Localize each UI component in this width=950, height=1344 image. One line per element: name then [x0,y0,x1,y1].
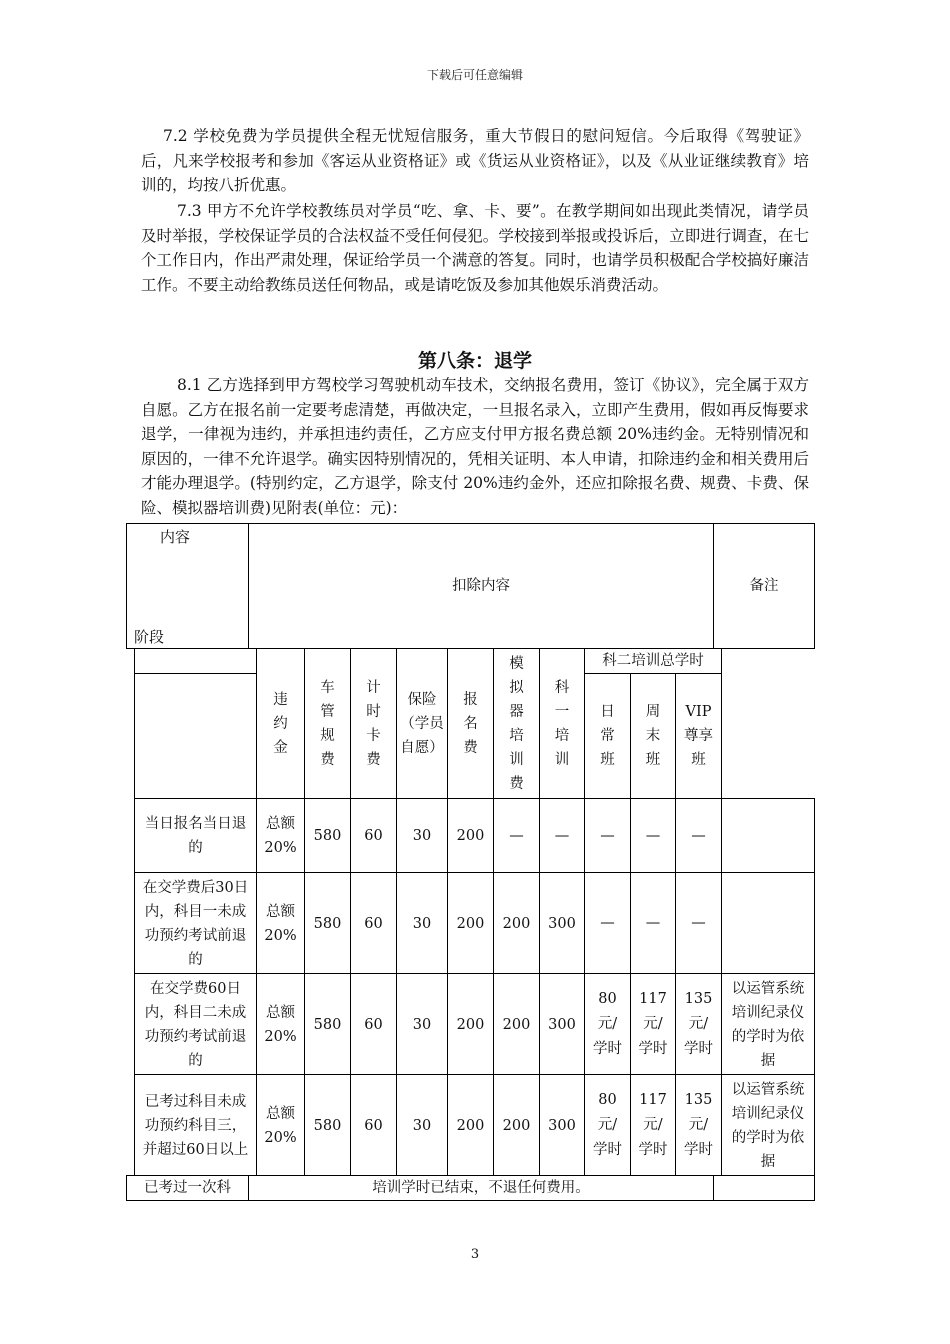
table-cell: 117元/学时 [630,1074,676,1177]
col-header: 计时卡费 [350,648,397,799]
col-header: 报名费 [447,648,494,799]
col-header: 违约金 [256,648,305,799]
table-cell: 总额20% [256,798,305,874]
table-cell: 200 [447,973,494,1076]
table-cell: 200 [447,1074,494,1177]
k2-col-header: VIP尊享班 [675,673,722,799]
table-cell: 580 [304,798,351,874]
table-cell: 60 [350,872,397,975]
row-stage-cell: 在交学费60日内，科目二未成功预约考试前退的 [134,973,257,1076]
table-cell: 135元/学时 [675,973,722,1076]
table-cell: 总额20% [256,1074,305,1177]
table-cell: 300 [539,1074,585,1177]
table-cell: 135元/学时 [675,1074,722,1177]
table-cell: — [584,872,631,975]
table-cell: 200 [493,973,540,1076]
section-heading: 第八条：退学 [417,350,532,372]
table-cell: 200 [447,798,494,874]
table-cell: 200 [493,872,540,975]
table-cell: 60 [350,1074,397,1177]
table-cell: — [493,798,540,874]
table-cell: 80元/学时 [584,1074,631,1177]
col-header: 车管规费 [304,648,351,799]
table-cell: 300 [539,973,585,1076]
paragraph-7-2: 7.2 学校免费为学员提供全程无忧短信服务，重大节假日的慰问短信。今后取得《驾驶证》后，凡来学校报考和参加《客运从业资格证》或《货运从业资格证》，以及《从业证继续教育》培训的，均按八折优惠。 [141,127,809,194]
row-note-cell [721,872,815,975]
blank-header-top [134,648,257,674]
last-row-text: 培训学时已结束，不退任何费用。 [248,1175,714,1201]
table-cell: 580 [304,973,351,1076]
row-note-cell [721,798,815,874]
table-cell: — [539,798,585,874]
table-cell: — [630,872,676,975]
table-cell: 30 [396,1074,448,1177]
table-cell: 200 [447,872,494,975]
table-cell: 60 [350,973,397,1076]
corner-bottom-label: 阶段 [134,628,165,646]
table-cell: 总额20% [256,973,305,1076]
table-cell: 117元/学时 [630,973,676,1076]
table-cell: 300 [539,872,585,975]
row-stage-cell: 在交学费后30日内，科目一未成功预约考试前退的 [134,872,257,975]
table-cell: 200 [493,1074,540,1177]
last-row-stage: 已考过一次科 [126,1175,249,1201]
row-note-cell: 以运管系统培训纪录仪的学时为依据 [721,973,815,1076]
table-cell: — [675,872,722,975]
table-cell: 30 [396,872,448,975]
table-cell: 总额20% [256,872,305,975]
k2-header: 科二培训总学时 [584,648,722,674]
table-cell: 30 [396,973,448,1076]
table-cell: — [584,798,631,874]
row-stage-cell: 已考过科目未成功预约科目三，并超过60日以上 [134,1074,257,1177]
last-row-note [713,1175,815,1201]
remark-header: 备注 [713,523,815,649]
table-cell: 30 [396,798,448,874]
table-cell: 580 [304,872,351,975]
page-number: 3 [470,1247,480,1262]
corner-top-label: 内容 [160,528,191,546]
col-header: 科一培训 [539,648,585,799]
table-cell: — [675,798,722,874]
col-header: 模拟器培训费 [493,648,540,799]
k2-col-header: 周末班 [630,673,676,799]
table-cell: 80元/学时 [584,973,631,1076]
blank-header-bottom [134,673,257,799]
table-cell: — [630,798,676,874]
table-cell: 60 [350,798,397,874]
page-header: 下载后可任意编辑 [426,68,523,82]
paragraph-7-3: 7.3 甲方不允许学校教练员对学员“吃、拿、卡、要”。在教学期间如出现此类情况，请学员及时举报，学校保证学员的合法权益不受任何侵犯。学校接到举报或投诉后，立即进行调查，在七个工作日内，作出严肃处理，保证给学员一个满意的答复。同时，也请学员积极配合学校搞好廉洁工作。不要主动给教练员送任何物品，或是请吃饭及参加其他娱乐消费活动。 [141,202,809,294]
deduct-header: 扣除内容 [248,523,714,649]
row-note-cell: 以运管系统培训纪录仪的学时为依据 [721,1074,815,1177]
col-header: 保险（学员自愿） [396,648,448,799]
paragraph-8-1: 8.1 乙方选择到甲方驾校学习驾驶机动车技术，交纳报名费用，签订《协议》，完全属于双方自愿。乙方在报名前一定要考虑清楚，再做决定，一旦报名录入，立即产生费用，假如再反悔要求退学，一律视为违约，并承担违约责任，乙方应支付甲方报名费总额 20%违约金。无特别情况和原因的，一律不允许退学。确实因特别情况的，凭相关证明、本人申请，扣除违约金和相关费用后才能办理退学。(特别约定，乙方退学，除支付 20%违约金外，还应扣除报名费、规费、卡费、保险、模拟器培训费)见附表(单位：元)： [141,376,809,517]
table-cell: 580 [304,1074,351,1177]
row-stage-cell: 当日报名当日退的 [134,798,257,874]
k2-col-header: 日常班 [584,673,631,799]
